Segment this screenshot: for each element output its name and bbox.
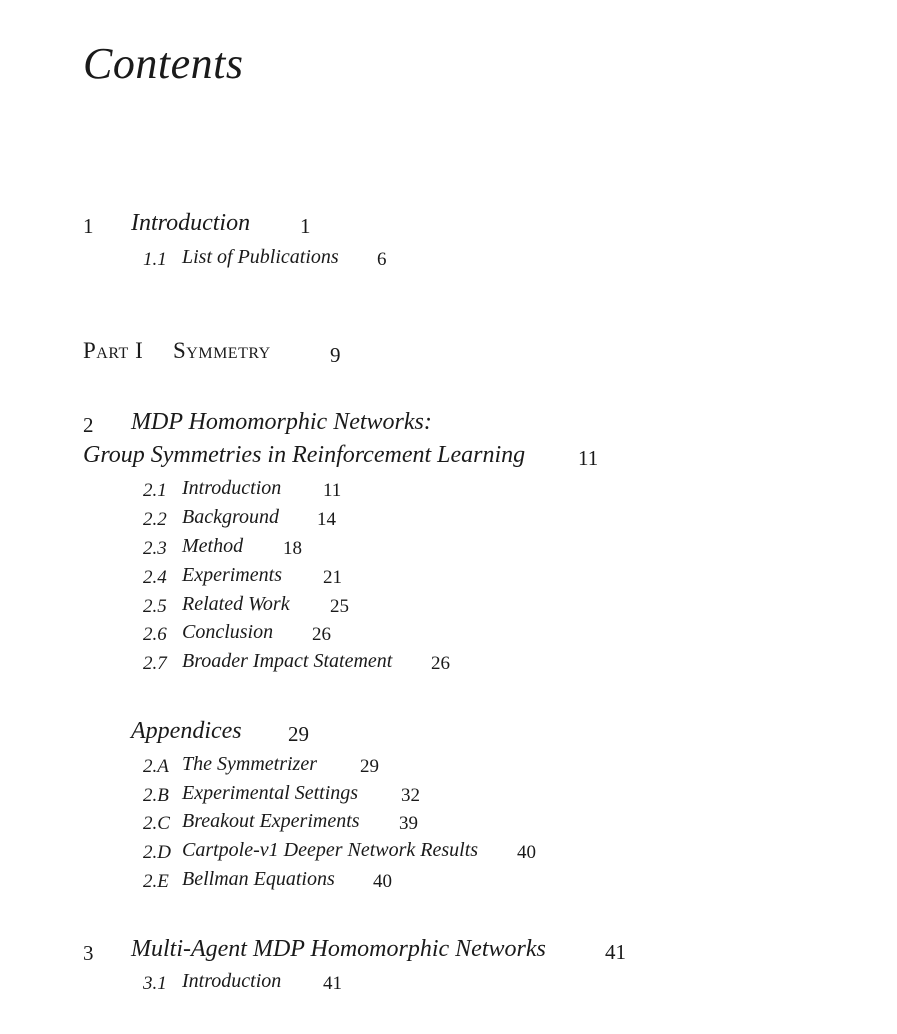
section-page: 41 <box>323 973 342 994</box>
chapter-2-title-line1[interactable]: MDP Homomorphic Networks: <box>131 409 432 435</box>
section-page: 26 <box>431 653 450 674</box>
appendices-title[interactable]: Appendices <box>131 718 242 744</box>
section-number: 2.4 <box>143 567 167 588</box>
section-page: 18 <box>283 538 302 559</box>
section-page: 39 <box>399 813 418 834</box>
section-number: 2.7 <box>143 653 167 674</box>
section-page: 14 <box>317 509 336 530</box>
section-title[interactable]: Experiments <box>182 564 282 586</box>
section-number: 2.A <box>143 756 169 777</box>
section-number: 2.3 <box>143 538 167 559</box>
section-title[interactable]: Introduction <box>182 477 282 499</box>
section-title[interactable]: Background <box>182 506 280 528</box>
section-number: 2.2 <box>143 509 167 530</box>
chapter-1-title[interactable]: Introduction <box>131 210 251 236</box>
section-number: 2.6 <box>143 624 167 645</box>
section-page: 21 <box>323 567 342 588</box>
section-title[interactable]: Introduction <box>182 970 282 992</box>
part-page: 9 <box>330 343 341 367</box>
section-title[interactable]: Experimental Settings <box>182 782 359 804</box>
section-title[interactable]: List of Publications <box>182 246 339 268</box>
section-page: 32 <box>401 785 420 806</box>
section-title[interactable]: Breakout Experiments <box>182 810 360 832</box>
section-title[interactable]: Bellman Equations <box>182 868 335 890</box>
section-number: 2.C <box>143 813 170 834</box>
section-page: 40 <box>373 871 392 892</box>
section-title[interactable]: Conclusion <box>182 621 274 643</box>
section-page: 6 <box>377 249 387 270</box>
section-number: 2.1 <box>143 480 167 501</box>
section-page: 29 <box>360 756 379 777</box>
chapter-2-number: 2 <box>83 413 94 437</box>
chapter-3-number: 3 <box>83 941 94 965</box>
section-page: 26 <box>312 624 331 645</box>
section-page: 11 <box>323 480 342 501</box>
section-title[interactable]: Related Work <box>182 593 290 615</box>
chapter-2-title-line2[interactable]: Group Symmetries in Reinforcement Learning <box>83 442 526 468</box>
part-label: Part I <box>83 338 144 363</box>
section-number: 2.B <box>143 785 169 806</box>
appendices-page: 29 <box>288 722 309 746</box>
section-title[interactable]: The Symmetrizer <box>182 753 317 775</box>
section-number: 2.D <box>143 842 171 863</box>
section-title[interactable]: Method <box>182 535 244 557</box>
section-page: 40 <box>517 842 536 863</box>
section-number: 1.1 <box>143 249 167 270</box>
chapter-1-page: 1 <box>300 214 311 238</box>
section-page: 25 <box>330 596 349 617</box>
chapter-1-number: 1 <box>83 214 94 238</box>
section-number: 2.5 <box>143 596 167 617</box>
chapter-3-title[interactable]: Multi-Agent MDP Homomorphic Networks <box>131 936 546 962</box>
section-number: 3.1 <box>143 973 167 994</box>
section-number: 2.E <box>143 871 169 892</box>
page-title: Contents <box>83 39 244 88</box>
chapter-3-page: 41 <box>605 940 626 964</box>
section-title[interactable]: Broader Impact Statement <box>182 650 393 672</box>
chapter-2-page: 11 <box>578 446 599 470</box>
section-title[interactable]: Cartpole-v1 Deeper Network Results <box>182 839 479 861</box>
part-title[interactable]: Symmetry <box>173 338 271 363</box>
